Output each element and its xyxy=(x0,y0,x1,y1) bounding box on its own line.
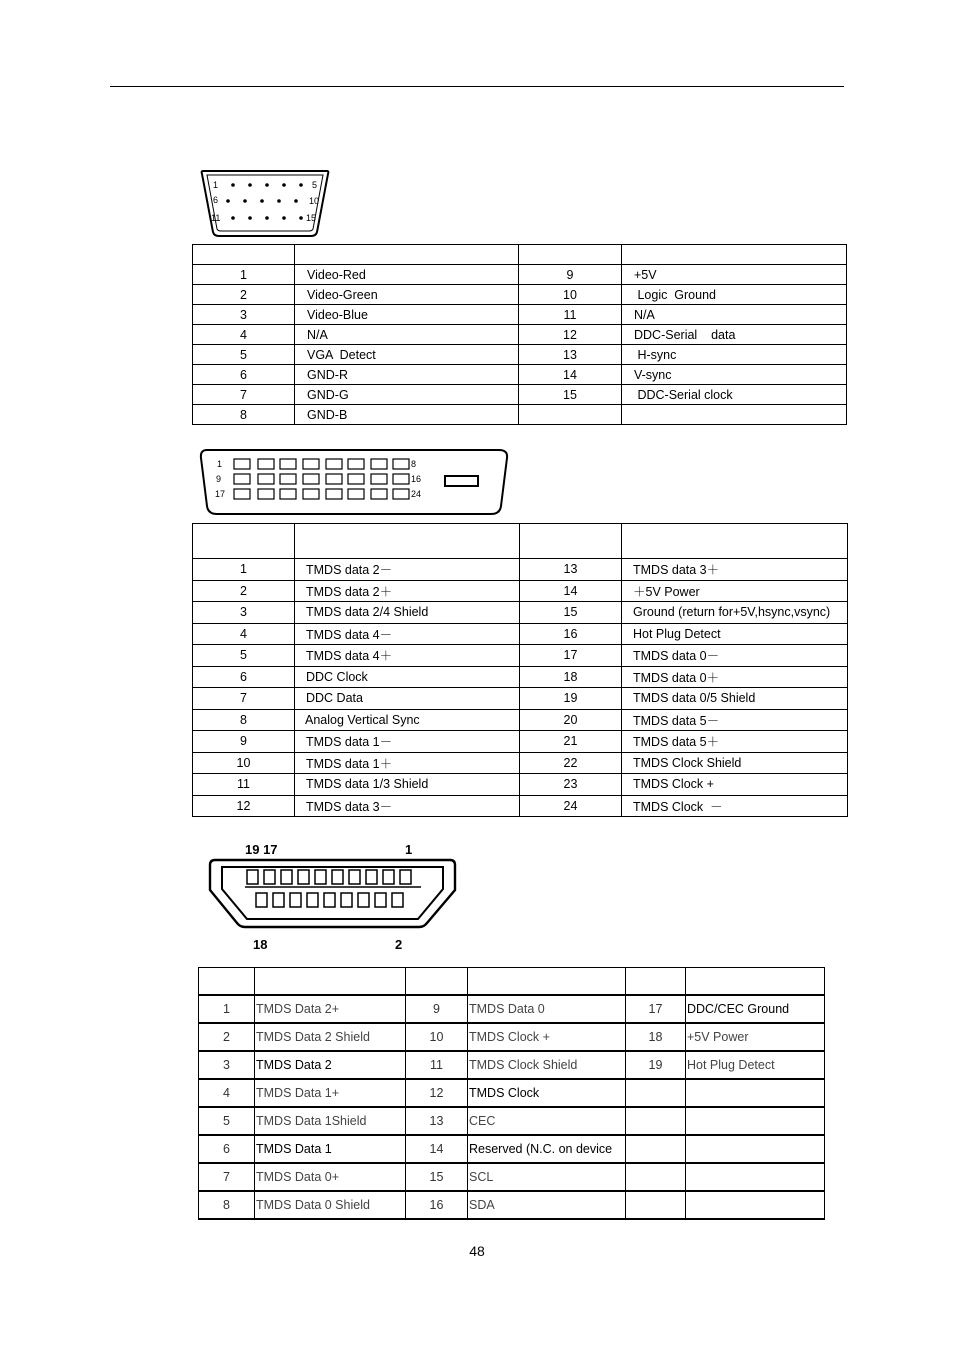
vga-pins xyxy=(226,183,303,220)
table-row: 2 TMDS Data 2 Shield 10 TMDS Clock + 18 +5V Power xyxy=(199,1023,825,1051)
table-row: 1 TMDS Data 2+ 9 TMDS Data 0 17 DDC/CEC Ground xyxy=(199,995,825,1023)
table-row: 1 Video-Red 9 +5V xyxy=(193,265,847,285)
dvi-pin-label-16: 16 xyxy=(411,474,422,484)
table-header-row xyxy=(193,524,848,559)
table-row: 6 GND-R 14 V-sync xyxy=(193,365,847,385)
vga-pin-table xyxy=(192,244,847,425)
dvi-pin-label-1: 1 xyxy=(217,459,223,469)
table-row: 3 TMDS Data 2 11 TMDS Clock Shield 19 Hot Plug Detect xyxy=(199,1051,825,1079)
table-row: 4 TMDS Data 1+ 12 TMDS Clock xyxy=(199,1079,825,1107)
dvi-pin-table xyxy=(192,523,848,817)
hdmi-pin-table xyxy=(198,967,825,1220)
vga-connector-diagram xyxy=(199,168,331,240)
dvi-ground-blade xyxy=(445,476,478,486)
dvi-pin-label-9: 9 xyxy=(216,474,222,484)
page-number: 48 xyxy=(469,1243,485,1259)
table-row: 6 TMDS Data 1 14 Reserved (N.C. on device xyxy=(199,1135,825,1163)
table-row: 10 TMDS data 1＋ 22 TMDS Clock Shield xyxy=(193,752,848,774)
table-row: 12 TMDS data 3－ 24 TMDS Clock － xyxy=(193,795,848,817)
dvi-pin-label-17: 17 xyxy=(215,489,226,499)
table-row: 5 VGA Detect 13 H-sync xyxy=(193,345,847,365)
table-row: 2 TMDS data 2＋ 14 ＋5V Power xyxy=(193,580,848,602)
table-row: 7 TMDS Data 0+ 15 SCL xyxy=(199,1163,825,1191)
dvi-connector-diagram xyxy=(199,448,511,518)
dvi-pin-label-24: 24 xyxy=(411,489,422,499)
table-row: 8 GND-B xyxy=(193,405,847,425)
table-row: 2 Video-Green 10 Logic Ground xyxy=(193,285,847,305)
hdmi-connector-diagram xyxy=(205,840,460,955)
vga-pin-label-1: 1 xyxy=(213,180,219,190)
table-header-row xyxy=(193,245,847,265)
table-row: 5 TMDS Data 1Shield 13 CEC xyxy=(199,1107,825,1135)
table-row: 11 TMDS data 1/3 Shield 23 TMDS Clock + xyxy=(193,774,848,796)
table-row: 5 TMDS data 4＋ 17 TMDS data 0－ xyxy=(193,645,848,667)
table-row: 4 TMDS data 4－ 16 Hot Plug Detect xyxy=(193,623,848,645)
vga-pin-label-6: 6 xyxy=(213,195,219,205)
table-row: 7 GND-G 15 DDC-Serial clock xyxy=(193,385,847,405)
dvi-pins xyxy=(234,459,409,499)
vga-pin-label-10: 10 xyxy=(309,196,320,206)
vga-pin-label-15: 15 xyxy=(306,213,317,223)
table-row: 1 TMDS data 2－ 13 TMDS data 3＋ xyxy=(193,559,848,581)
hdmi-pin-label-top-right: 1 xyxy=(405,842,413,857)
table-row: 8 Analog Vertical Sync 20 TMDS data 5－ xyxy=(193,709,848,731)
hdmi-pins xyxy=(247,870,411,907)
hdmi-pin-label-bottom-right: 2 xyxy=(395,937,403,952)
table-row: 6 DDC Clock 18 TMDS data 0＋ xyxy=(193,666,848,688)
table-row: 7 DDC Data 19 TMDS data 0/5 Shield xyxy=(193,688,848,710)
table-row: 8 TMDS Data 0 Shield 16 SDA xyxy=(199,1191,825,1219)
dvi-pin-label-8: 8 xyxy=(411,459,417,469)
vga-pin-label-5: 5 xyxy=(312,180,318,190)
table-row: 3 TMDS data 2/4 Shield 15 Ground (return for+5V,hsync,vsync) xyxy=(193,602,848,624)
hdmi-pin-label-bottom-left: 18 xyxy=(253,937,268,952)
vga-pin-label-11: 11 xyxy=(211,213,221,223)
table-row: 4 N/A 12 DDC-Serial data xyxy=(193,325,847,345)
table-header-row xyxy=(199,968,825,996)
table-row: 3 Video-Blue 11 N/A xyxy=(193,305,847,325)
header-rule xyxy=(110,86,844,87)
table-row: 9 TMDS data 1－ 21 TMDS data 5＋ xyxy=(193,731,848,753)
hdmi-pin-label-top-left: 19 17 xyxy=(245,842,278,857)
